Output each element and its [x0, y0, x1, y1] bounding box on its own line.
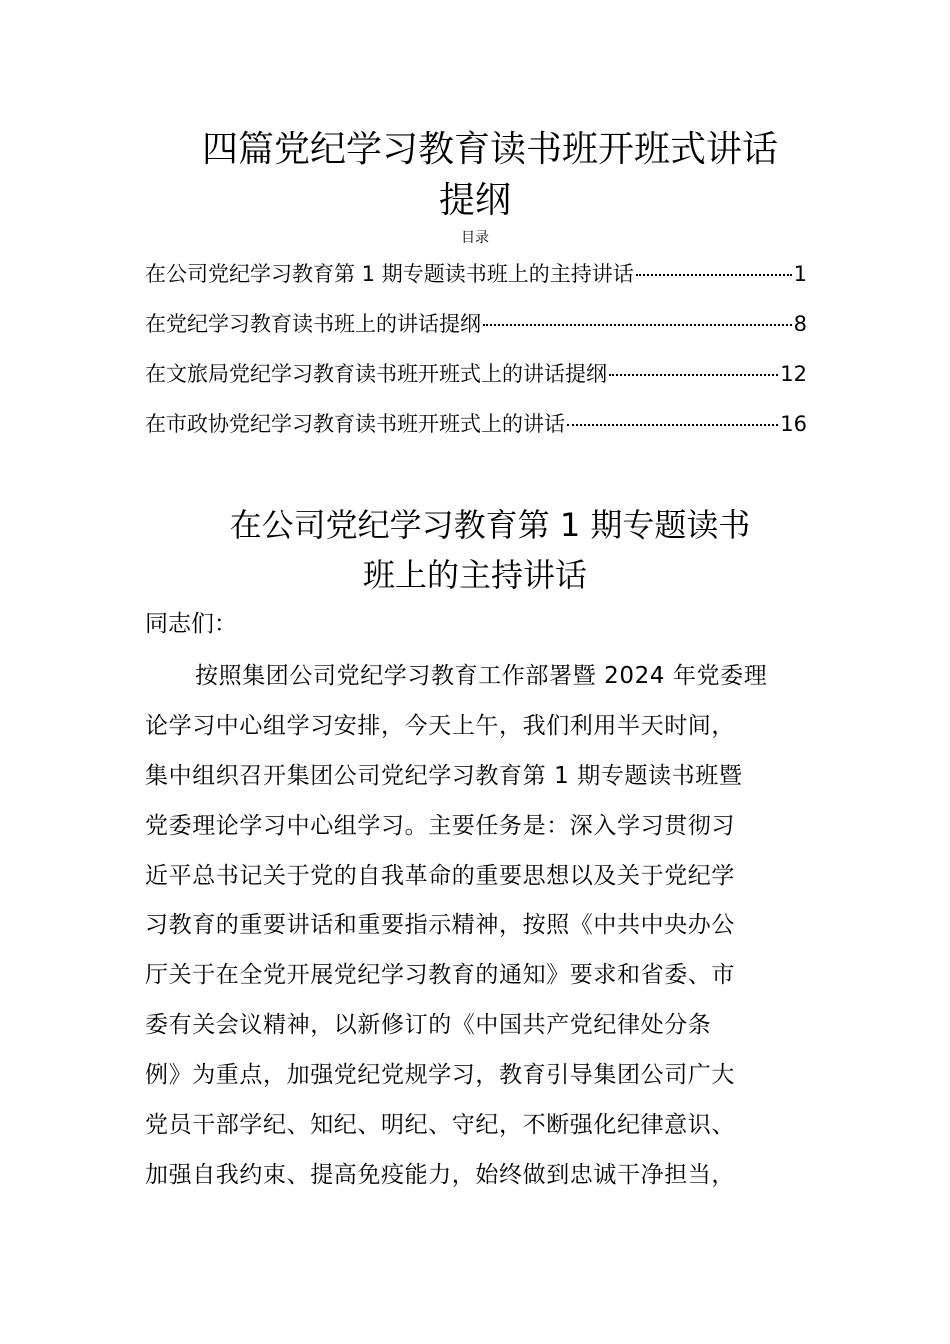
body-line: 厅关于在全党开展党纪学习教育的通知》要求和省委、市: [145, 962, 735, 989]
body-line: 例》为重点，加强党纪党规学习，教育引导集团公司广大: [145, 1062, 735, 1089]
toc-entry-title: 在公司党纪学习教育第 1 期专题读书班上的主持讲话: [145, 262, 634, 286]
body-line: 近平总书记关于党的自我革命的重要思想以及关于党纪学: [145, 862, 735, 889]
toc-leader-dots: [567, 424, 778, 426]
toc-entry[interactable]: [145, 304, 807, 354]
document-title-line2: 提纲: [438, 180, 511, 221]
toc-leader-dots: [609, 374, 778, 376]
toc-entry-page: 12: [780, 362, 807, 386]
body-line: 习教育的重要讲话和重要指示精神，按照《中共中央办公: [145, 912, 735, 939]
toc-heading: 目录: [461, 230, 489, 246]
toc-entry-title: 在党纪学习教育读书班上的讲话提纲: [145, 312, 481, 336]
toc-entry-page: 16: [780, 412, 807, 436]
section-title-line2: 班上的主持讲话: [362, 556, 587, 594]
toc-leader-dots: [483, 324, 792, 326]
toc-leader-dots: [636, 274, 792, 276]
body-line: 论学习中心组学习安排，今天上午，我们利用半天时间，: [145, 712, 735, 739]
body-line: 党委理论学习中心组学习。主要任务是：深入学习贯彻习: [145, 812, 735, 839]
toc-entry-page: 1: [793, 262, 807, 286]
toc-entry[interactable]: [145, 354, 807, 404]
body-line: 加强自我约束、提高免疫能力，始终做到忠诚干净担当，: [145, 1161, 735, 1188]
toc-entry[interactable]: [145, 404, 807, 454]
toc-entry-page: 8: [793, 312, 807, 336]
document-title-line1: 四篇党纪学习教育读书班开班式讲话: [201, 129, 778, 170]
toc-entry[interactable]: [145, 254, 807, 304]
toc-entry-title: 在文旅局党纪学习教育读书班开班式上的讲话提纲: [145, 362, 607, 386]
body-line: 集中组织召开集团公司党纪学习教育第 1 期专题读书班暨: [145, 762, 743, 789]
salutation: 同志们：: [145, 611, 237, 637]
body-line: 党员干部学纪、知纪、明纪、守纪，不断强化纪律意识、: [145, 1112, 735, 1139]
section-title-line1: 在公司党纪学习教育第 1 期专题读书: [229, 506, 751, 544]
body-line: 委有关会议精神，以新修订的《中国共产党纪律处分条: [145, 1012, 712, 1039]
table-of-contents: [145, 254, 807, 454]
toc-entry-title: 在市政协党纪学习教育读书班开班式上的讲话: [145, 412, 565, 436]
body-line: 按照集团公司党纪学习教育工作部署暨 2024 年党委理: [195, 663, 768, 689]
body-paragraph: [145, 652, 807, 1201]
